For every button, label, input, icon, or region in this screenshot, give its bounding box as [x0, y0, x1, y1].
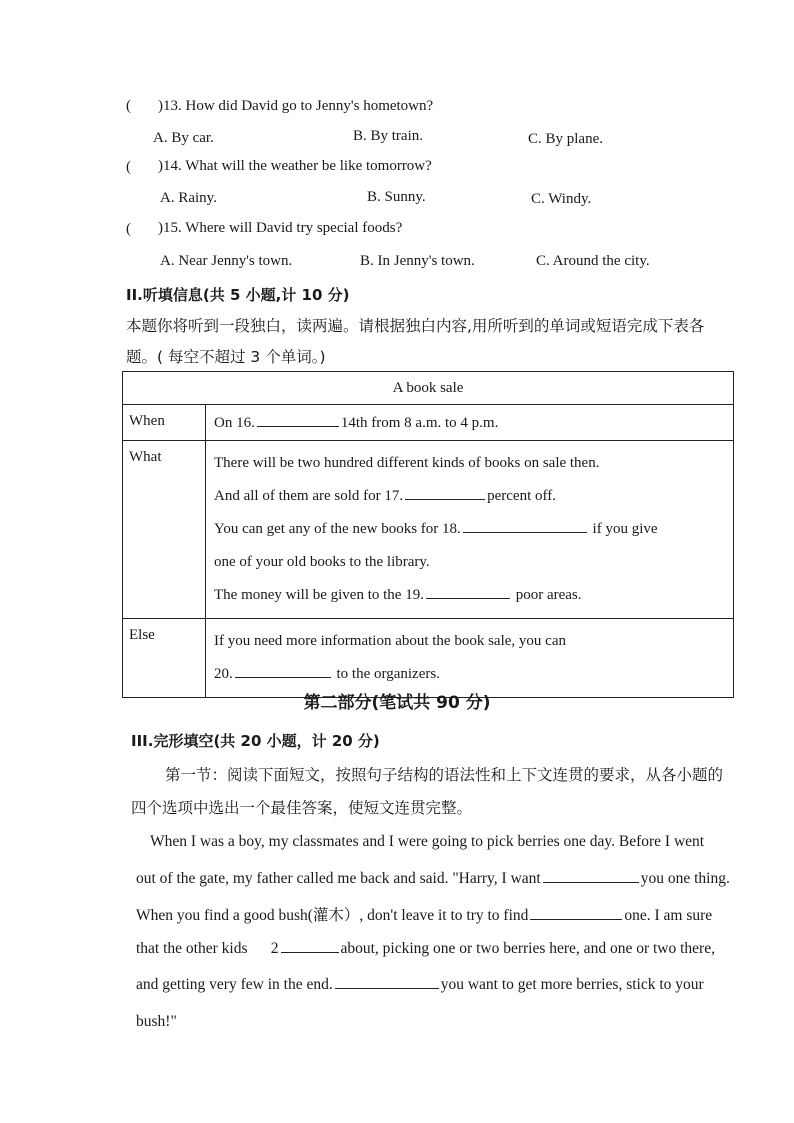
- answer-blank-17[interactable]: [405, 485, 485, 500]
- option-c: C. Windy.: [531, 191, 592, 207]
- answer-blank-16[interactable]: [257, 412, 339, 427]
- table-title: A book sale: [392, 380, 464, 396]
- section-3-instruction-line1: 第一节：阅读下面短文，按照句子结构的语法性和上下文连贯的要求，从各小题的: [165, 766, 724, 784]
- option-a: A. Near Jenny's town.: [160, 253, 293, 269]
- option-a: A. By car.: [153, 130, 214, 146]
- passage-line: that the other kids 2 about, picking one or two berries here, and one or two there,: [136, 940, 715, 957]
- cloze-blank-2[interactable]: [281, 938, 339, 953]
- table-title-row: [123, 372, 733, 404]
- content-line: If you need more information about the book sale, you can: [214, 633, 566, 649]
- content-line: You can get any of the new books for 18. if you give: [214, 513, 725, 546]
- content-line: On 16. 14th from 8 a.m. to 4 p.m.: [214, 407, 725, 440]
- row-label: When: [123, 405, 206, 440]
- row-label: What: [123, 441, 206, 618]
- content-line: And all of them are sold for 17. percent off.: [214, 480, 725, 513]
- part-2-title: 第二部分(笔试共 90 分): [303, 693, 491, 713]
- content-line: 20. to the organizers.: [214, 658, 725, 691]
- cloze-blank-1[interactable]: [543, 868, 639, 883]
- answer-bracket: (: [126, 159, 131, 175]
- row-content: [206, 619, 733, 697]
- content-line: There will be two hundred different kinds of books on sale then.: [214, 455, 600, 471]
- section-2-title: II.听填信息(共 5 小题,计 10 分): [126, 286, 350, 304]
- passage-line: out of the gate, my father called me back and said. "Harry, I want you one thing.: [136, 870, 730, 887]
- passage-line: and getting very few in the end. you want to get more berries, stick to your: [136, 976, 704, 993]
- section-3-instruction-line2: 四个选项中选出一个最佳答案，使短文连贯完整。: [131, 799, 473, 817]
- section-3-title: III.完形填空(共 20 小题，计 20 分): [131, 732, 380, 750]
- answer-blank-19[interactable]: [426, 584, 510, 599]
- option-c: C. Around the city.: [536, 253, 650, 269]
- answer-bracket: (: [126, 221, 131, 237]
- cloze-blank[interactable]: [335, 974, 439, 989]
- answer-blank-20[interactable]: [235, 663, 331, 678]
- passage-line: bush!": [136, 1013, 177, 1030]
- cloze-blank[interactable]: [530, 905, 622, 920]
- content-line: one of your old books to the library.: [214, 554, 430, 570]
- passage-line: When I was a boy, my classmates and I were going to pick berries one day. Before I went: [150, 833, 705, 850]
- option-b: B. Sunny.: [367, 189, 426, 205]
- section-2-instruction-line2: 题。( 每空不超过 3 个单词。): [126, 348, 326, 366]
- table-row-when: [123, 404, 733, 440]
- row-content: [206, 441, 733, 618]
- option-a: A. Rainy.: [160, 190, 217, 206]
- row-content: [206, 405, 733, 440]
- table-row-else: [123, 618, 733, 697]
- question-text: )13. How did David go to Jenny's hometown?: [158, 98, 434, 114]
- row-label: Else: [123, 619, 206, 697]
- answer-blank-18[interactable]: [463, 518, 587, 533]
- question-text: )14. What will the weather be like tomorrow?: [158, 158, 432, 174]
- content-line: The money will be given to the 19. poor areas.: [214, 579, 725, 612]
- section-2-instruction-line1: 本题你将听到一段独白，读两遍。请根据独白内容,用所听到的单词或短语完成下表各: [126, 317, 705, 335]
- answer-bracket: (: [126, 98, 131, 114]
- book-sale-table: [122, 371, 734, 698]
- question-text: )15. Where will David try special foods?: [158, 220, 403, 236]
- blank-number: 2: [270, 940, 279, 957]
- option-b: B. In Jenny's town.: [360, 253, 475, 269]
- option-b: B. By train.: [353, 128, 423, 144]
- option-c: C. By plane.: [528, 131, 603, 147]
- table-row-what: [123, 440, 733, 618]
- passage-line: When you find a good bush(灌木）, don't leave it to try to find one. I am sure: [136, 907, 713, 924]
